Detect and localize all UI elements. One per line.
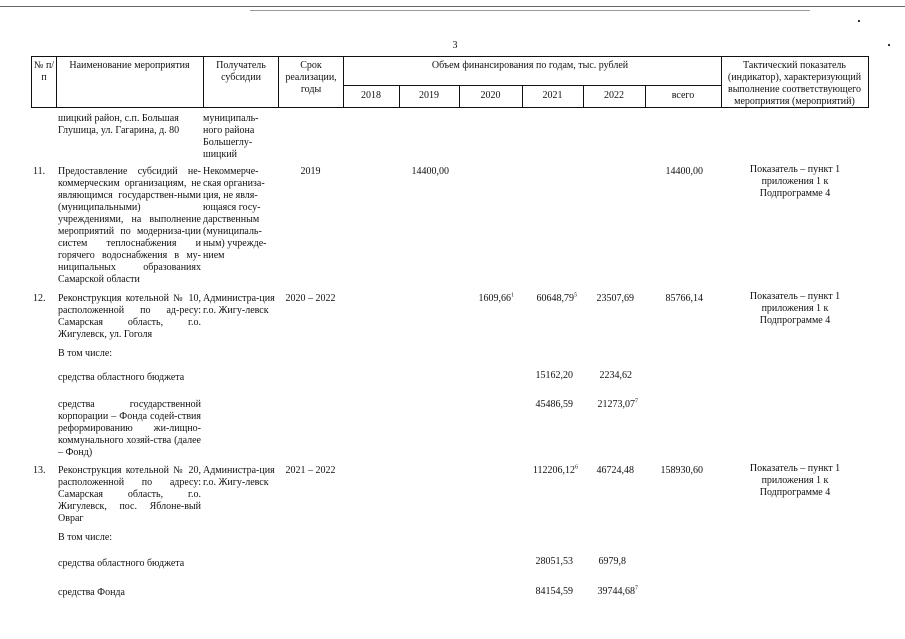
- col-border: [203, 56, 204, 108]
- header-top-border: [31, 56, 868, 57]
- header-name: Наименование мероприятия: [69, 60, 190, 71]
- row13-2021: 112206,12$^6$: [532, 464, 578, 476]
- row12-term: 2020 – 2022: [285, 293, 336, 304]
- cont-name: шицкий район, с.п. Большая Глушица, ул. Гагарина, д. 80: [58, 113, 180, 136]
- row12-num: 12.: [33, 293, 46, 304]
- row13-sub2-2021: 84154,59: [535, 586, 573, 597]
- row11-term: 2019: [300, 166, 321, 177]
- header-num: № п/п: [33, 60, 55, 83]
- cont-recipient: муниципаль-ного района Большеглу-шицкий: [203, 113, 259, 160]
- row12-sub2-2021: 45486,59: [535, 399, 573, 410]
- row11-2019: 14400,00: [411, 166, 449, 177]
- row13-num: 13.: [33, 465, 46, 476]
- col-border: [31, 56, 32, 108]
- header-year-2022: 2022: [604, 90, 624, 101]
- row12-2020: 1609,66$^1$: [478, 292, 514, 304]
- header-year-2021: 2021: [542, 90, 563, 101]
- row11-num: 11.: [33, 166, 46, 177]
- header-recipient: Получатель субсидии: [216, 60, 266, 83]
- row11-name: Предоставление субсидий не-коммерческим организациям, не являющимся государствен-ными (муниципальными) учреждениями, на выполнение мероприятий по модерниза-ции систем теплоснабжения и горячего водоснабжения в му-ниципальных образованиях Самарской области: [58, 166, 201, 285]
- scan-speck: [888, 44, 890, 46]
- row12-sub2-2022: 21273,07$^7$: [597, 398, 638, 410]
- header-year-2020: 2020: [480, 90, 501, 101]
- col-border: [278, 56, 279, 108]
- header-term: Срок реализации, годы: [285, 60, 337, 95]
- header-year-2018: 2018: [361, 90, 381, 101]
- scan-speck: [858, 20, 860, 22]
- row12-recipient: Администра-ция г.о. Жигу-левск: [203, 293, 275, 316]
- row12-sub2-name: средства государственной корпорации – Фонда содей-ствия реформированию жи-лищно-коммунального хозяй-ства (далее – Фонд): [58, 399, 201, 458]
- row13-sub1-2022: 6979,8: [598, 556, 626, 567]
- row13-2022: 46724,48: [596, 465, 634, 476]
- row13-name: Реконструкция котельной № 20, расположенной по адресу: Самарская область, г.о. Жигулевск, пос. Яблоне-вый Овраг: [58, 465, 201, 524]
- row11-recipient: Некоммерче-ская организа-ция, не явля-ющаяся госу-дарственным (муниципаль-ным) учрежде-нием: [203, 166, 267, 261]
- row11-indicator: Показатель – пункт 1 приложения 1 к Подпрограмме 4: [749, 164, 841, 199]
- row13-including: В том числе:: [58, 532, 113, 543]
- row13-sub1-name: средства областного бюджета: [58, 558, 185, 569]
- header-indicator: Тактический показатель (индикатор), характеризующий выполнение соответствующего мероприятия (мероприятий): [727, 60, 862, 107]
- row12-sub1-name: средства областного бюджета: [58, 372, 185, 383]
- row12-indicator: Показатель – пункт 1 приложения 1 к Подпрограмме 4: [749, 291, 841, 326]
- row12-total: 85766,14: [665, 293, 703, 304]
- row13-recipient: Администра-ция г.о. Жигу-левск: [203, 465, 275, 488]
- header-funding: Объем финансирования по годам, тыс. рублей: [431, 60, 629, 71]
- row13-total: 158930,60: [660, 465, 703, 476]
- scan-edge-line: [250, 10, 810, 11]
- row12-sub1-2022: 2234,62: [599, 370, 632, 381]
- row13-sub2-2022: 39744,68$^7$: [597, 585, 638, 597]
- row13-sub2-name: средства Фонда: [58, 587, 125, 598]
- header-year-2019: 2019: [419, 90, 439, 101]
- row11-total: 14400,00: [665, 166, 703, 177]
- row12-2022: 23507,69: [596, 293, 634, 304]
- col-border: [56, 56, 57, 108]
- row12-2021: 60648,79$^5$: [536, 292, 577, 304]
- row13-indicator: Показатель – пункт 1 приложения 1 к Подпрограмме 4: [749, 463, 841, 498]
- row12-including: В том числе:: [58, 348, 113, 359]
- row12-sub1-2021: 15162,20: [535, 370, 573, 381]
- col-border: [721, 56, 722, 108]
- page-number: 3: [452, 40, 458, 51]
- row13-term: 2021 – 2022: [285, 465, 336, 476]
- row12-name: Реконструкция котельной № 10, расположенной по ад-ресу: Самарская область, г.о. Жигулевск, ул. Гоголя: [58, 293, 201, 340]
- col-border: [868, 56, 869, 108]
- row13-sub1-2021: 28051,53: [535, 556, 573, 567]
- scan-edge-line: [0, 6, 905, 7]
- header-total: всего: [671, 90, 695, 101]
